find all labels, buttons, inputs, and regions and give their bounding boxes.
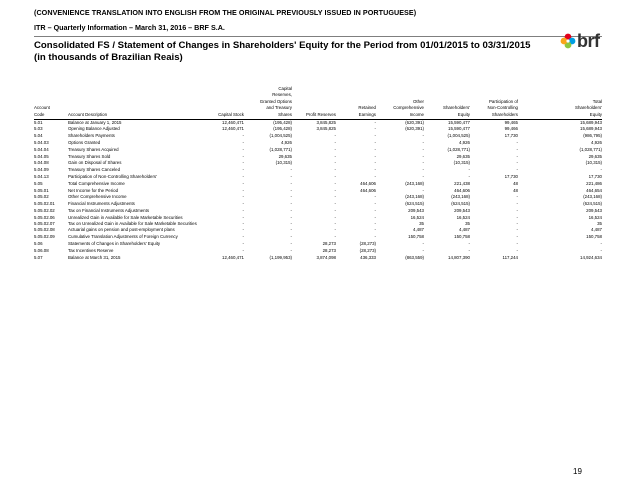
table-cell: -	[334, 234, 336, 240]
table-cell: 99,466	[504, 126, 518, 132]
table-cell: (243,168)	[405, 194, 424, 200]
table-cell: (620,391)	[405, 126, 424, 132]
table-cell: -	[468, 173, 470, 179]
table-cell: 4,487	[413, 227, 424, 233]
page-title	[34, 40, 534, 63]
table-row	[34, 188, 602, 195]
table-cell: -	[422, 247, 424, 253]
table-cell: -	[290, 173, 292, 179]
table-cell: (1,028,771)	[447, 146, 470, 152]
table-cell: -	[516, 146, 518, 152]
table-cell: -	[290, 194, 292, 200]
account-description: Cumulative Translation Adjustments of Foreign Currency	[68, 234, 178, 240]
table-cell: (243,168)	[583, 194, 602, 200]
table-cell: -	[334, 139, 336, 145]
table-cell: -	[242, 201, 244, 207]
table-cell: 16,524	[410, 214, 424, 220]
table-row	[34, 201, 602, 208]
table-cell: 464,654	[586, 187, 602, 193]
table-cell: -	[374, 146, 376, 152]
account-code: 5.06.08	[34, 247, 49, 253]
table-row	[34, 181, 602, 188]
table-cell: -	[242, 247, 244, 253]
table-cell: -	[600, 241, 602, 247]
table-cell: (10,315)	[585, 160, 602, 166]
table-cell: 4,487	[591, 227, 602, 233]
account-description: Tax Incentives Reserve	[68, 247, 114, 253]
account-description: Treasury Shares Sold	[68, 153, 111, 159]
table-cell: 12,460,471	[222, 126, 244, 132]
table-cell: -	[468, 241, 470, 247]
column-header: Capital Reserves, Granted Options and Treasury Shares	[244, 86, 292, 119]
table-cell: 209,543	[454, 207, 470, 213]
table-cell: -	[242, 146, 244, 152]
table-cell: 48	[513, 180, 518, 186]
table-cell: -	[334, 194, 336, 200]
account-code: 5.05.02.06	[34, 214, 55, 220]
table-cell: -	[374, 119, 376, 125]
table-cell: (1,004,525)	[269, 133, 292, 139]
account-code: 5.05.02	[34, 194, 49, 200]
table-cell: 221,438	[454, 180, 470, 186]
table-cell: (624,515)	[583, 201, 602, 207]
table-cell: -	[242, 214, 244, 220]
table-cell: 29,635	[456, 153, 470, 159]
brf-logo-text: brf	[577, 31, 600, 51]
table-body	[34, 119, 602, 261]
table-cell: 117,244	[502, 254, 518, 260]
table-cell: -	[334, 201, 336, 207]
table-cell: -	[334, 221, 336, 227]
table-cell: -	[600, 167, 602, 173]
table-cell: (620,391)	[405, 119, 424, 125]
table-cell: 15,590,477	[448, 119, 470, 125]
table-cell: -	[374, 133, 376, 139]
table-cell: (28,273)	[359, 247, 376, 253]
table-row	[34, 241, 602, 248]
table-cell: -	[242, 234, 244, 240]
account-code: 5.05.02.08	[34, 227, 55, 233]
table-cell: -	[516, 160, 518, 166]
account-description: Shareholders Payments	[68, 133, 115, 139]
table-cell: (624,515)	[405, 201, 424, 207]
table-cell: (1,199,953)	[269, 254, 292, 260]
table-cell: 35	[419, 221, 424, 227]
table-cell: -	[516, 221, 518, 227]
table-row	[34, 174, 602, 181]
table-cell: (1,004,525)	[447, 133, 470, 139]
account-description: Opening Balance Adjusted	[68, 126, 120, 132]
table-cell: -	[422, 167, 424, 173]
table-cell: 35	[597, 221, 602, 227]
table-cell: -	[334, 146, 336, 152]
table-cell: -	[242, 187, 244, 193]
table-row	[34, 208, 602, 215]
table-cell: -	[516, 153, 518, 159]
table-cell: -	[422, 173, 424, 179]
table-header-row	[34, 86, 602, 119]
table-cell: (1,028,771)	[579, 146, 602, 152]
table-cell: -	[334, 153, 336, 159]
account-description: Unrealized Gain in Available for Sale Marketable Securities	[68, 214, 183, 220]
column-header: Total Shareholders' Equity	[518, 86, 602, 119]
account-code: 5.01	[34, 119, 43, 125]
table-cell: 3,845,825	[316, 119, 336, 125]
table-cell: 464,606	[360, 187, 376, 193]
table-cell: -	[334, 180, 336, 186]
table-cell: 12,460,471	[222, 119, 244, 125]
account-description: Balance at January 1, 2015	[68, 119, 122, 125]
table-cell: -	[334, 133, 336, 139]
table-cell: -	[242, 133, 244, 139]
table-cell: 28,273	[322, 247, 336, 253]
table-cell: -	[516, 201, 518, 207]
table-row	[34, 255, 602, 262]
table-cell: -	[290, 207, 292, 213]
table-row	[34, 119, 602, 126]
column-header: Account Description	[68, 86, 200, 119]
table-cell: -	[374, 160, 376, 166]
column-header: Participation of Non-Controlling Shareholders	[470, 86, 518, 119]
account-code: 5.05.02.07	[34, 221, 55, 227]
account-description: Tax on Financial Instruments Adjustments	[68, 207, 150, 213]
account-description: Actuarial gains on pension and post-employment plans	[68, 227, 175, 233]
table-cell: 48	[513, 187, 518, 193]
table-cell: -	[422, 160, 424, 166]
table-cell: -	[516, 167, 518, 173]
table-cell: -	[374, 234, 376, 240]
column-header: Other Comprehensive Income	[376, 86, 424, 119]
account-code: 5.04.13	[34, 173, 49, 179]
account-description: Tax on Unrealized Gain in Available for Sale Marketable Securities	[68, 221, 197, 227]
table-cell: 16,524	[456, 214, 470, 220]
table-cell: 29,635	[588, 153, 602, 159]
table-cell: -	[468, 167, 470, 173]
table-cell: 4,926	[591, 139, 602, 145]
table-cell: -	[374, 139, 376, 145]
table-cell: -	[334, 160, 336, 166]
table-cell: -	[242, 167, 244, 173]
brf-logo	[560, 30, 606, 52]
table-cell: 99,465	[504, 119, 518, 125]
table-cell: 4,926	[459, 139, 470, 145]
table-cell: -	[242, 160, 244, 166]
table-cell: -	[242, 241, 244, 247]
account-description: Other Comprehensive Income	[68, 194, 127, 200]
account-code: 5.04.08	[34, 160, 49, 166]
table-cell: -	[374, 207, 376, 213]
account-description: Participation of Non-Controlling Shareholders'	[68, 173, 157, 179]
table-cell: -	[290, 241, 292, 247]
table-cell: -	[334, 167, 336, 173]
table-cell: -	[334, 214, 336, 220]
translation-note: (CONVENIENCE TRANSLATION INTO ENGLISH FROM THE ORIGINAL PREVIOUSLY ISSUED IN PORTUGUESE)	[34, 8, 417, 17]
table-cell: (986,795)	[583, 133, 602, 139]
table-cell: -	[242, 227, 244, 233]
table-row	[34, 147, 602, 154]
account-description: Total Comprehensive Income	[68, 180, 125, 186]
table-cell: 4,926	[281, 139, 292, 145]
account-code: 5.04	[34, 133, 43, 139]
table-cell: -	[290, 247, 292, 253]
table-cell: -	[422, 187, 424, 193]
table-cell: -	[242, 194, 244, 200]
column-header: Account Code	[34, 86, 68, 119]
account-description: Statements of Changes in Shareholders' Equity	[68, 241, 161, 247]
table-cell: -	[242, 153, 244, 159]
table-cell: 436,333	[360, 254, 376, 260]
table-cell: 221,486	[586, 180, 602, 186]
table-cell: -	[374, 201, 376, 207]
table-cell: (243,168)	[451, 194, 470, 200]
account-description: Net Income for the Period	[68, 187, 119, 193]
table-cell: -	[242, 207, 244, 213]
table-cell: -	[290, 234, 292, 240]
table-cell: -	[334, 187, 336, 193]
table-cell: 209,543	[408, 207, 424, 213]
table-cell: 15,689,943	[580, 119, 602, 125]
table-cell: -	[334, 227, 336, 233]
account-description: Treasury Shares Acquired	[68, 146, 119, 152]
account-description: Financial Instruments Adjustments	[68, 201, 135, 207]
table-cell: -	[242, 221, 244, 227]
brf-flower-logo-icon	[560, 33, 576, 49]
table-cell: (243,168)	[405, 180, 424, 186]
table-cell: -	[516, 139, 518, 145]
table-cell: 3,874,098	[316, 254, 336, 260]
table-cell: -	[290, 214, 292, 220]
table-cell: -	[468, 247, 470, 253]
table-cell: (624,515)	[451, 201, 470, 207]
table-cell: -	[422, 139, 424, 145]
table-cell: 3,845,825	[316, 126, 336, 132]
table-cell: -	[516, 241, 518, 247]
table-cell: -	[290, 221, 292, 227]
table-cell: 28,273	[322, 241, 336, 247]
table-cell: 150,758	[586, 234, 602, 240]
column-header: Profit Reserves	[292, 86, 336, 119]
table-cell: -	[290, 167, 292, 173]
table-row	[34, 194, 602, 201]
table-cell: -	[374, 221, 376, 227]
table-cell: 17,730	[504, 133, 518, 139]
table-cell: -	[516, 194, 518, 200]
table-cell: 16,524	[588, 214, 602, 220]
account-code: 5.07	[34, 254, 43, 260]
account-code: 5.04.03	[34, 139, 49, 145]
account-code: 5.05.01	[34, 187, 49, 193]
table-cell: (863,559)	[405, 254, 424, 260]
table-cell: (1,028,771)	[269, 146, 292, 152]
table-cell: 35	[465, 221, 470, 227]
table-cell: -	[516, 214, 518, 220]
column-header: Retained Earnings	[336, 86, 376, 119]
table-cell: -	[290, 227, 292, 233]
table-cell: 150,758	[454, 234, 470, 240]
table-row	[34, 227, 602, 234]
table-cell: 464,606	[454, 187, 470, 193]
table-cell: -	[290, 187, 292, 193]
table-cell: (10,315)	[275, 160, 292, 166]
table-cell: 15,590,477	[448, 126, 470, 132]
account-description: Options Granted	[68, 139, 101, 145]
table-cell: 29,635	[278, 153, 292, 159]
table-cell: 17,730	[588, 173, 602, 179]
account-code: 5.06	[34, 241, 43, 247]
table-cell: -	[374, 153, 376, 159]
table-cell: -	[374, 194, 376, 200]
table-cell: -	[374, 173, 376, 179]
account-code: 5.04.04	[34, 146, 49, 152]
account-code: 5.04.05	[34, 153, 49, 159]
account-code: 5.05.02.09	[34, 234, 55, 240]
table-cell: -	[374, 214, 376, 220]
table-cell: 464,606	[360, 180, 376, 186]
itr-line: ITR – Quarterly Information – March 31, 2016 – BRF S.A.	[34, 23, 225, 32]
column-header: Capital Stock	[200, 86, 244, 119]
header-divider	[34, 36, 602, 37]
table-cell: -	[242, 139, 244, 145]
table-cell: -	[290, 180, 292, 186]
account-description: Treasury Shares Canceled	[68, 167, 121, 173]
table-cell: -	[242, 173, 244, 179]
table-cell: -	[242, 180, 244, 186]
table-cell: 209,543	[586, 207, 602, 213]
table-cell: (10,315)	[453, 160, 470, 166]
equity-changes-table	[34, 86, 602, 261]
table-row	[34, 133, 602, 140]
table-cell: 14,807,390	[448, 254, 470, 260]
table-cell: -	[290, 201, 292, 207]
title-line-2: (in thousands of Brazilian Reais)	[34, 51, 183, 63]
account-code: 5.05.02.02	[34, 207, 55, 213]
table-cell: 150,758	[408, 234, 424, 240]
account-code: 5.05	[34, 180, 43, 186]
table-cell: -	[422, 241, 424, 247]
table-cell: -	[334, 207, 336, 213]
table-cell: -	[374, 167, 376, 173]
table-cell: 14,924,634	[580, 254, 602, 260]
table-row	[34, 234, 602, 241]
table-cell: -	[600, 247, 602, 253]
title-line-1: Consolidated FS / Statement of Changes in Shareholders' Equity for the Period from 01/01/2015 to 03/31/2015	[34, 40, 531, 51]
table-cell: -	[516, 227, 518, 233]
table-row	[34, 167, 602, 174]
table-row	[34, 140, 602, 147]
table-row	[34, 154, 602, 161]
account-description: Gain on Disposal of Shares	[68, 160, 122, 166]
column-header: Shareholders' Equity	[424, 86, 470, 119]
table-cell: 4,487	[459, 227, 470, 233]
table-cell: -	[516, 207, 518, 213]
table-cell: -	[374, 227, 376, 233]
table-cell: -	[422, 153, 424, 159]
table-row	[34, 248, 602, 255]
table-cell: -	[334, 173, 336, 179]
table-cell: (28,273)	[359, 241, 376, 247]
table-cell: 12,460,471	[222, 254, 244, 260]
table-cell: 17,730	[504, 173, 518, 179]
account-code: 5.03	[34, 126, 43, 132]
table-cell: -	[422, 146, 424, 152]
table-cell: (195,428)	[273, 126, 292, 132]
table-cell: 15,689,943	[580, 126, 602, 132]
table-cell: -	[516, 247, 518, 253]
account-code: 5.04.09	[34, 167, 49, 173]
table-cell: -	[422, 133, 424, 139]
account-code: 5.05.02.01	[34, 201, 55, 207]
table-cell: (195,428)	[273, 119, 292, 125]
page-number: 19	[573, 467, 582, 476]
table-cell: -	[374, 126, 376, 132]
account-description: Balance at March 31, 2015	[68, 254, 121, 260]
table-row	[34, 215, 602, 222]
table-cell: -	[516, 234, 518, 240]
table-row	[34, 126, 602, 133]
table-row	[34, 160, 602, 167]
